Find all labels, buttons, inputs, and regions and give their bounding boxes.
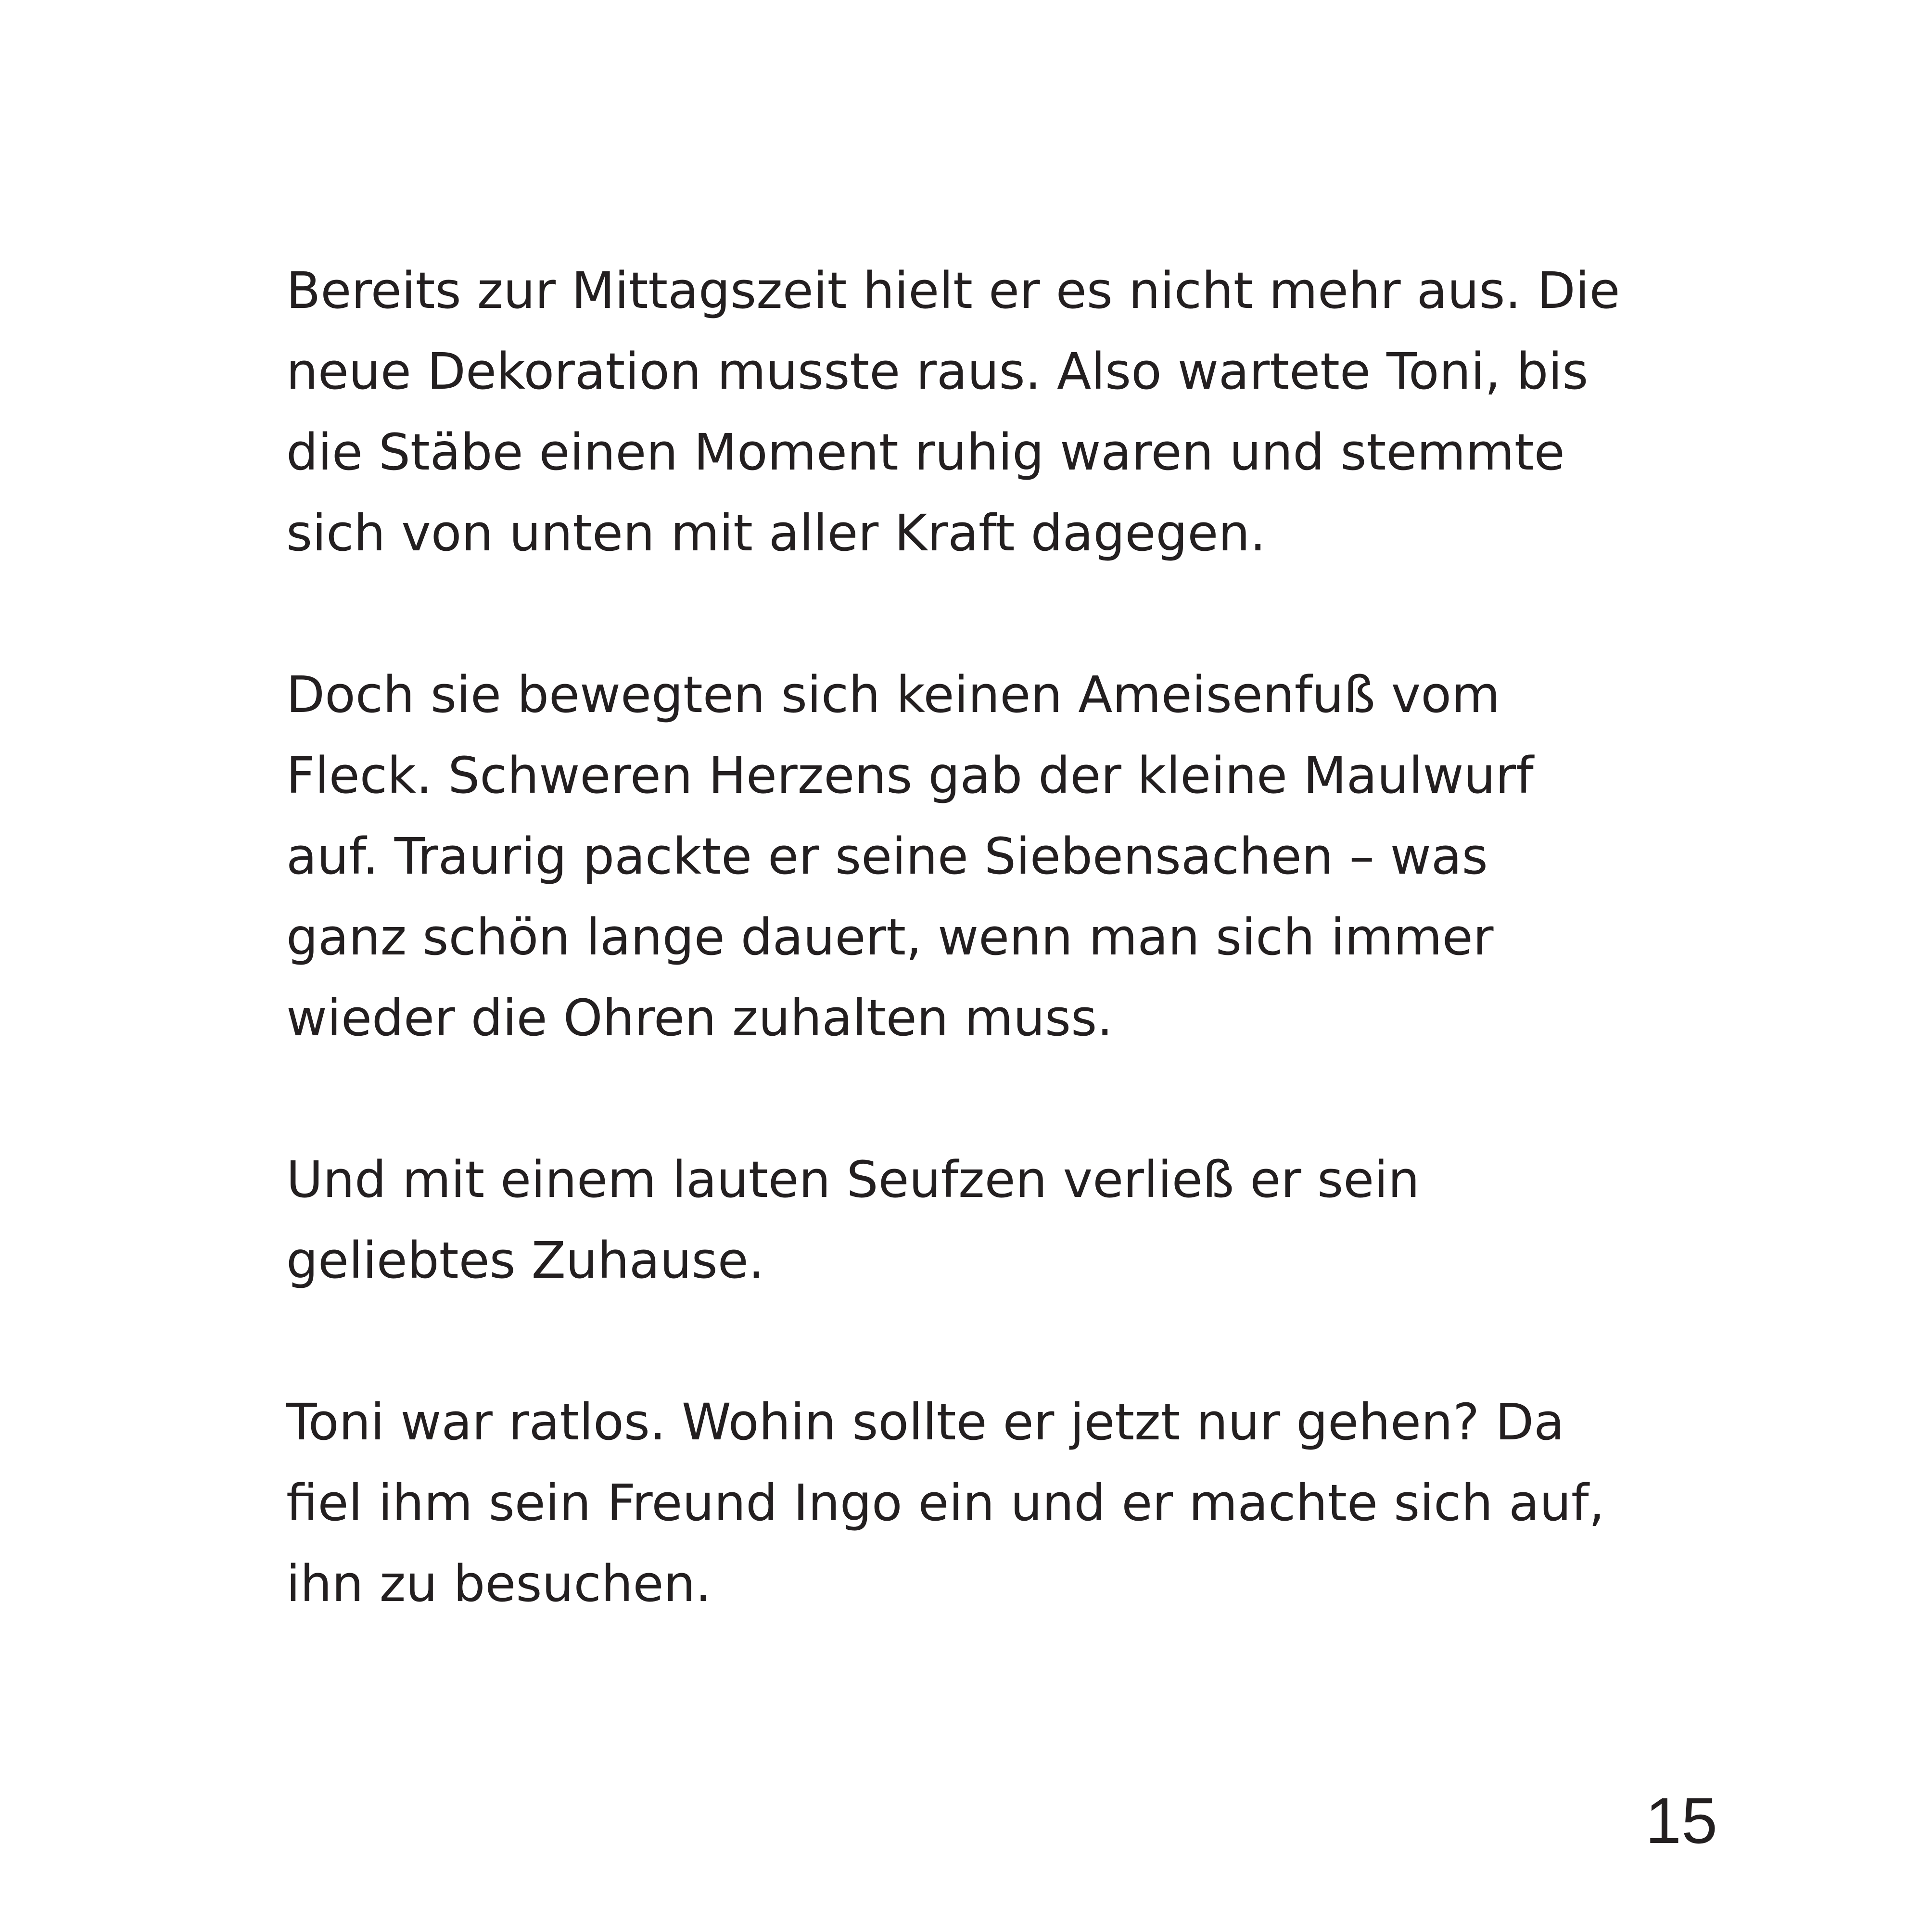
paragraph-1 — [286, 250, 1778, 573]
text-line: wieder die Ohren zuhalten muss. — [286, 989, 1113, 1047]
paragraph-3 — [286, 1139, 1778, 1301]
paragraph-4 — [286, 1382, 1778, 1624]
text-line: Bereits zur Mittagszeit hielt er es nicht mehr aus. Die — [286, 261, 1620, 320]
text-line: Und mit einem lauten Seufzen verließ er sein — [286, 1150, 1420, 1209]
text-line: fiel ihm sein Freund Ingo ein und er machte sich auf, — [286, 1474, 1605, 1532]
text-line: Toni war ratlos. Wohin sollte er jetzt nur gehen? Da — [286, 1393, 1565, 1451]
text-line: sich von unten mit aller Kraft dagegen. — [286, 504, 1266, 562]
page-number: 15 — [1645, 1784, 1718, 1857]
text-line: auf. Traurig packte er seine Siebensachen – was — [286, 827, 1488, 886]
text-line: geliebtes Zuhause. — [286, 1231, 764, 1290]
text-line: ihn zu besuchen. — [286, 1554, 712, 1613]
text-line: neue Dekoration musste raus. Also wartete Toni, bis — [286, 342, 1589, 401]
text-line: Fleck. Schweren Herzens gab der kleine Maulwurf — [286, 746, 1534, 805]
paragraph-2 — [286, 654, 1778, 1058]
text-line: die Stäbe einen Moment ruhig waren und stemmte — [286, 423, 1565, 482]
story-text — [286, 250, 1778, 1705]
text-line: Doch sie bewegten sich keinen Ameisenfuß vom — [286, 665, 1500, 724]
text-line: ganz schön lange dauert, wenn man sich immer — [286, 908, 1494, 966]
